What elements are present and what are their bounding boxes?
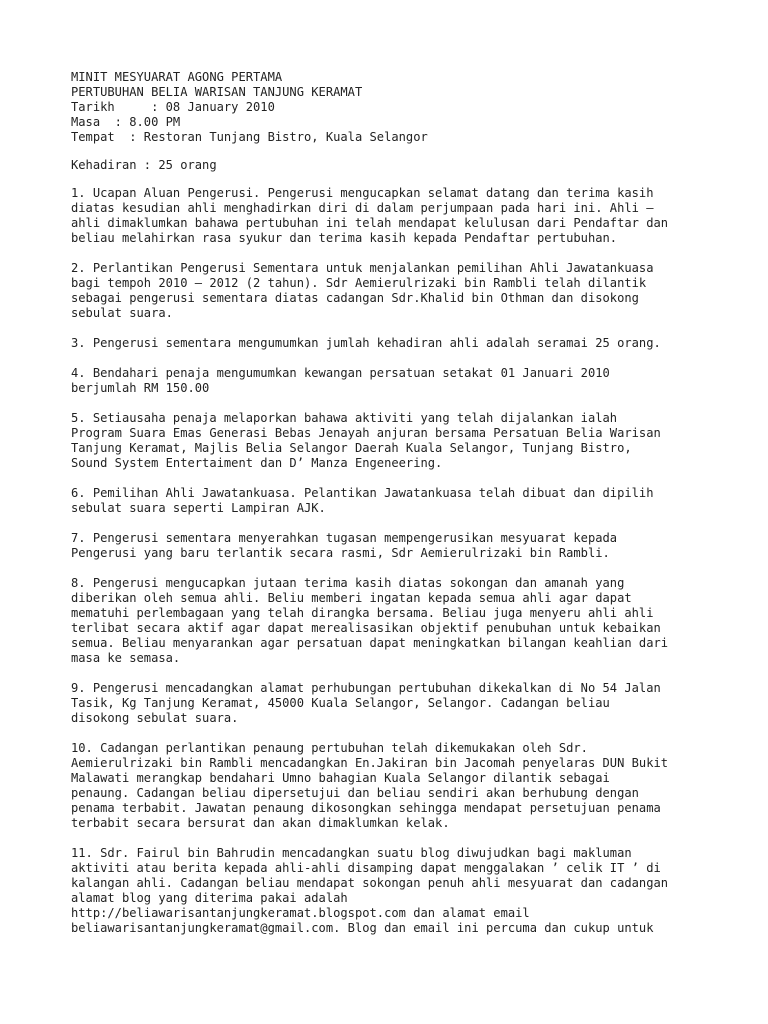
meeting-venue: Tempat : Restoran Tunjang Bistro, Kuala Selangor [71, 130, 428, 144]
meeting-date: Tarikh : 08 January 2010 [71, 100, 275, 114]
meeting-time: Masa : 8.00 PM [71, 115, 181, 129]
minute-line: 11. Sdr. Fairul bin Bahrudin mencadangkan suatu blog diwujudkan bagi makluman [71, 846, 632, 860]
minute-line: terbabit secara bersurat dan akan dimaklumkan kelak. [71, 816, 450, 830]
minute-item-11 [71, 846, 751, 936]
minute-line: 9. Pengerusi mencadangkan alamat perhubungan pertubuhan dikekalkan di No 54 Jalan [71, 681, 661, 695]
minute-item-6 [71, 486, 751, 516]
minute-line: sebagai pengerusi sementara diatas cadangan Sdr.Khalid bin Othman dan disokong [71, 291, 639, 305]
organization-name: PERTUBUHAN BELIA WARISAN TANJUNG KERAMAT [71, 85, 363, 99]
minute-line: sebulat suara seperti Lampiran AJK. [71, 501, 326, 515]
minute-line: Sound System Entertaiment dan D’ Manza Engeneering. [71, 456, 443, 470]
minute-line: Program Suara Emas Generasi Bebas Jenayah anjuran bersama Persatuan Belia Warisan [71, 426, 661, 440]
minute-line: 6. Pemilihan Ahli Jawatankuasa. Pelantikan Jawatankuasa telah dibuat dan dipilih [71, 486, 654, 500]
minute-line: sebulat suara. [71, 306, 173, 320]
minute-item-1 [71, 186, 751, 246]
minute-item-9 [71, 681, 751, 726]
minute-line: 4. Bendahari penaja mengumumkan kewangan persatuan setakat 01 Januari 2010 [71, 366, 610, 380]
minute-line: semua. Beliau menyarankan agar persatuan dapat meningkatkan bilangan keahlian dari [71, 636, 669, 650]
minute-line: disokong sebulat suara. [71, 711, 239, 725]
minute-line: 7. Pengerusi sementara menyerahkan tugasan mempengerusikan mesyuarat kepada [71, 531, 618, 545]
minute-line: 3. Pengerusi sementara mengumumkan jumlah kehadiran ahli adalah seramai 25 orang. [71, 336, 661, 350]
minute-line: Tasik, Kg Tanjung Keramat, 45000 Kuala Selangor, Selangor. Cadangan beliau [71, 696, 610, 710]
attendance-block [71, 158, 751, 173]
minute-line: 8. Pengerusi mengucapkan jutaan terima kasih diatas sokongan dan amanah yang [71, 576, 625, 590]
minute-line: aktiviti atau berita kepada ahli-ahli disamping dapat menggalakan ’ celik IT ’ di [71, 861, 661, 875]
minute-line: terlibat secara aktif agar dapat merealisasikan objektif penubuhan untuk kebaikan [71, 621, 661, 635]
document-page [71, 70, 751, 951]
document-title: MINIT MESYUARAT AGONG PERTAMA [71, 70, 283, 84]
minute-line: diatas kesudian ahli menghadirkan diri di dalam perjumpaan pada hari ini. Ahli – [71, 201, 654, 215]
minute-line: ahli dimaklumkan bahawa pertubuhan ini telah mendapat kelulusan dari Pendaftar dan [71, 216, 669, 230]
minute-line: beliau melahirkan rasa syukur dan terima kasih kepada Pendaftar pertubuhan. [71, 231, 618, 245]
minute-line: 2. Perlantikan Pengerusi Sementara untuk menjalankan pemilihan Ahli Jawatankuasa [71, 261, 654, 275]
minute-line: 10. Cadangan perlantikan penaung pertubuhan telah dikemukakan oleh Sdr. [71, 741, 588, 755]
minute-item-10 [71, 741, 751, 831]
minute-line: penaung. Cadangan beliau dipersetujui dan beliau sendiri akan berhubung dengan [71, 786, 639, 800]
minute-line: alamat blog yang diterima pakai adalah [71, 891, 348, 905]
attendance-count: Kehadiran : 25 orang [71, 158, 217, 172]
minute-line: 5. Setiausaha penaja melaporkan bahawa aktiviti yang telah dijalankan ialah [71, 411, 618, 425]
minute-line: mematuhi perlembagaan yang telah dirangka bersama. Beliau juga menyeru ahli ahli [71, 606, 654, 620]
document-header [71, 70, 751, 145]
minute-item-5 [71, 411, 751, 471]
minute-item-7 [71, 531, 751, 561]
minute-line: Pengerusi yang baru terlantik secara rasmi, Sdr Aemierulrizaki bin Rambli. [71, 546, 610, 560]
minute-line: berjumlah RM 150.00 [71, 381, 210, 395]
minute-line: Malawati merangkap bendahari Umno bahagian Kuala Selangor dilantik sebagai [71, 771, 610, 785]
minute-line: kalangan ahli. Cadangan beliau mendapat sokongan penuh ahli mesyuarat dan cadangan [71, 876, 669, 890]
minute-item-8 [71, 576, 751, 666]
minute-line: diberikan oleh semua ahli. Beliu memberi ingatan kepada semua ahli agar dapat [71, 591, 632, 605]
minute-item-4 [71, 366, 751, 396]
minute-line: masa ke semasa. [71, 651, 181, 665]
minutes-body [71, 186, 751, 936]
minute-line: Aemierulrizaki bin Rambli mencadangkan En.Jakiran bin Jacomah penyelaras DUN Bukit [71, 756, 669, 770]
minute-item-3 [71, 336, 751, 351]
minute-item-2 [71, 261, 751, 321]
minute-line: Tanjung Keramat, Majlis Belia Selangor Daerah Kuala Selangor, Tunjang Bistro, [71, 441, 632, 455]
minute-line: bagi tempoh 2010 – 2012 (2 tahun). Sdr Aemierulrizaki bin Rambli telah dilantik [71, 276, 647, 290]
minute-line: 1. Ucapan Aluan Pengerusi. Pengerusi mengucapkan selamat datang dan terima kasih [71, 186, 654, 200]
minute-line: http://beliawarisantanjungkeramat.blogspot.com dan alamat email [71, 906, 530, 920]
minute-line: beliawarisantanjungkeramat@gmail.com. Blog dan email ini percuma dan cukup untuk [71, 921, 654, 935]
minute-line: penama terbabit. Jawatan penaung dikosongkan sehingga mendapat persetujuan penama [71, 801, 661, 815]
